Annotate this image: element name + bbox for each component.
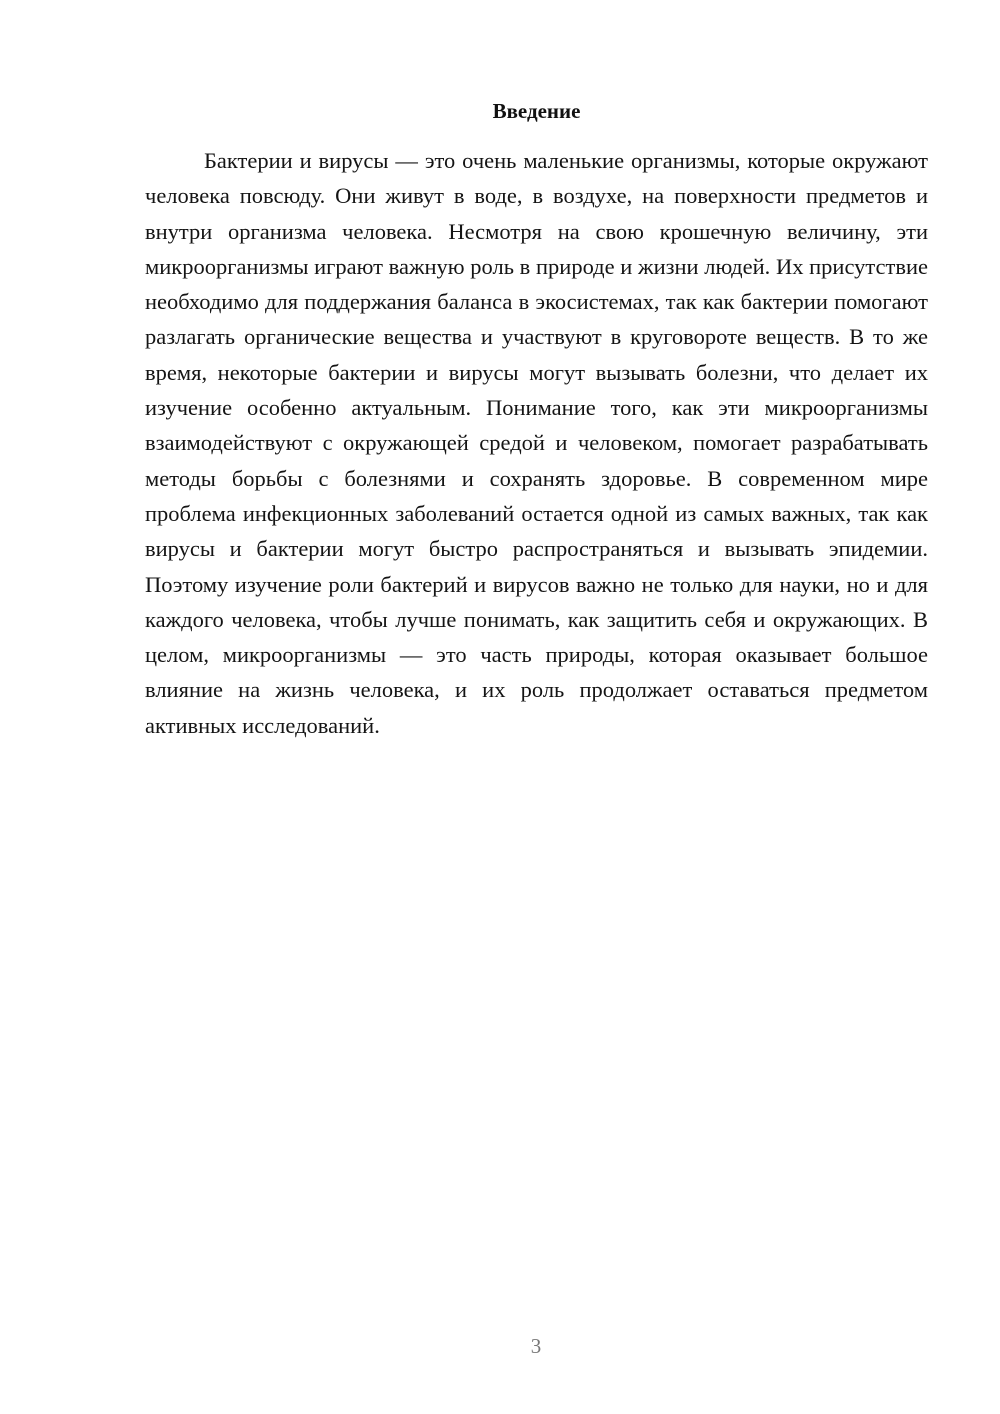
page-number: 3 [530,1334,542,1358]
section-heading: Введение [492,99,581,123]
body-paragraph: Бактерии и вирусы — это очень маленькие организмы, которые окружают человека повсюду. Они живут в воде, в воздухе, на поверхности предметов и внутри организма человека. Несмотря на свою крошечную величину, эти микроорганизмы играют важную роль в природе и жизни людей. Их присутствие необходимо для поддержания баланса в экосистемах, так как бактерии помогают разлагать органические вещества и участвуют в круговороте веществ. В то же время, некоторые бактерии и вирусы могут вызывать болезни, что делает их изучение особенно актуальным. Понимание того, как эти микроорганизмы взаимодействуют с окружающей средой и человеком, помогает разрабатывать методы борьбы с болезнями и сохранять здоровье. В современном мире проблема инфекционных заболеваний остается одной из самых важных, так как вирусы и бактерии могут быстро распространяться и вызывать эпидемии. Поэтому изучение роли бактерий и вирусов важно не только для науки, но и для каждого человека, чтобы лучше понимать, как защитить себя и окружающих. В целом, микроорганизмы — это часть природы, которая оказывает большое влияние на жизнь человека, и их роль продолжает оставаться предметом активных исследований. [145,148,928,738]
